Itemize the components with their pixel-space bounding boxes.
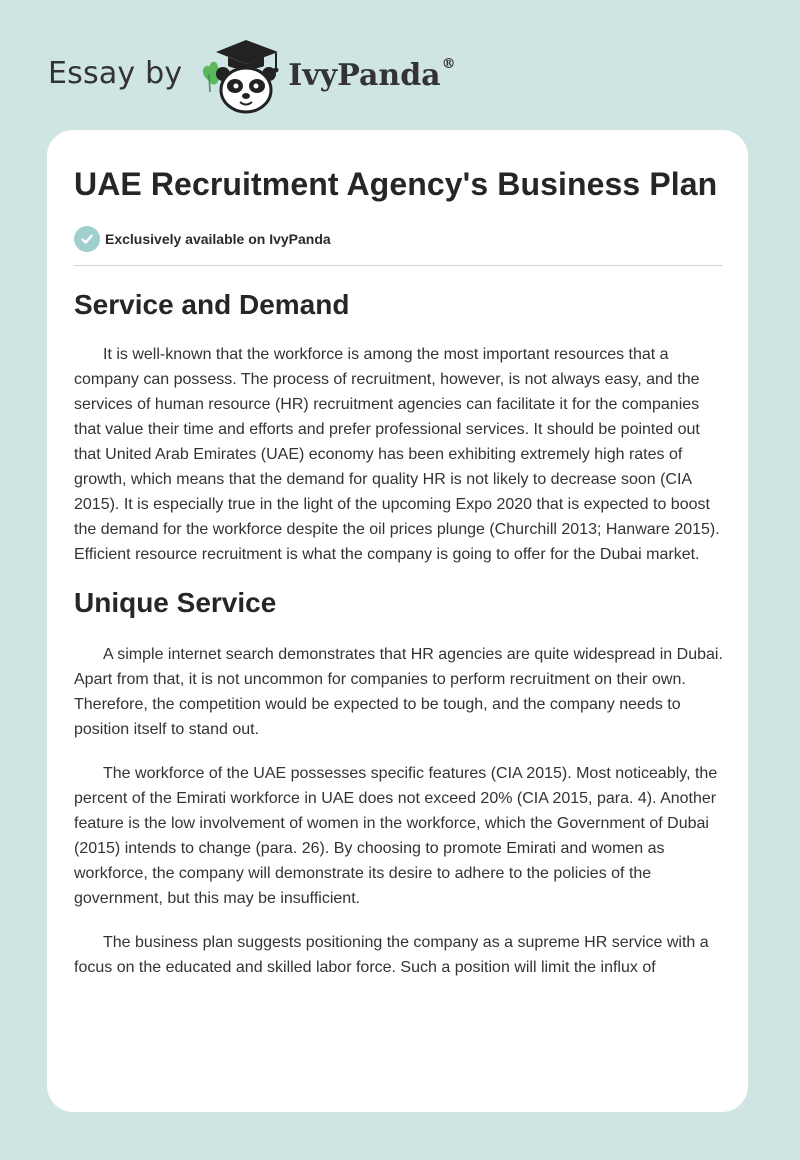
section-heading-service-and-demand: Service and Demand <box>74 289 350 320</box>
site-header <box>48 36 456 116</box>
paragraph: The workforce of the UAE possesses specific features (CIA 2015). Most noticeably, the percent of the Emirati workforce in UAE does not exceed 20% (CIA 2015, para. 4). Another feature is the low involvement of women in the workforce, which the Government of Dubai (2015) intends to change (para. 26). By choosing to promote Emirati and women as workforce, the company will demonstrate its desire to adhere to the policies of the government, but this may be insufficient. <box>74 765 718 907</box>
exclusive-label: Exclusively available on IvyPanda <box>105 231 331 247</box>
paragraph: A simple internet search demonstrates that HR agencies are quite widespread in Dubai. Apart from that, it is not uncommon for companies to perform recruitment on their own. Therefore, the competition would be expected to be tough, and the company needs to position itself to stand out. <box>74 646 723 738</box>
essay-by-label: Essay by <box>48 55 183 91</box>
section-heading-unique-service: Unique Service <box>74 587 277 618</box>
paragraph: It is well-known that the workforce is among the most important resources that a company can possess. The process of recruitment, however, is not always easy, and the services of human resource (HR) recruitment agencies can facilitate it for the companies that value their time and efforts and prefer professional services. It should be pointed out that United Arab Emirates (UAE) economy has been exhibiting extremely high rates of growth, which means that the demand for quality HR is not likely to decrease soon (CIA 2015). It is especially true in the light of the upcoming Expo 2020 that is expected to boost the demand for the workforce despite the oil prices plunge (Churchill 2013; Hanware 2015). Efficient resource recruitment is what the company is going to offer for the Dubai market. <box>74 346 720 563</box>
paragraph: The business plan suggests positioning the company as a supreme HR service with a focus on the educated and skilled labor force. Such a position will limit the influx of <box>74 934 709 976</box>
essay-card <box>47 130 748 1112</box>
title-divider <box>74 265 723 266</box>
ivypanda-logo-icon[interactable] <box>196 36 286 116</box>
brand-name[interactable]: IvyPanda® <box>288 55 456 93</box>
exclusive-badge <box>74 225 723 253</box>
page-title: UAE Recruitment Agency's Business Plan <box>74 166 718 202</box>
essay-content <box>74 130 723 980</box>
checkmark-icon <box>74 226 100 252</box>
